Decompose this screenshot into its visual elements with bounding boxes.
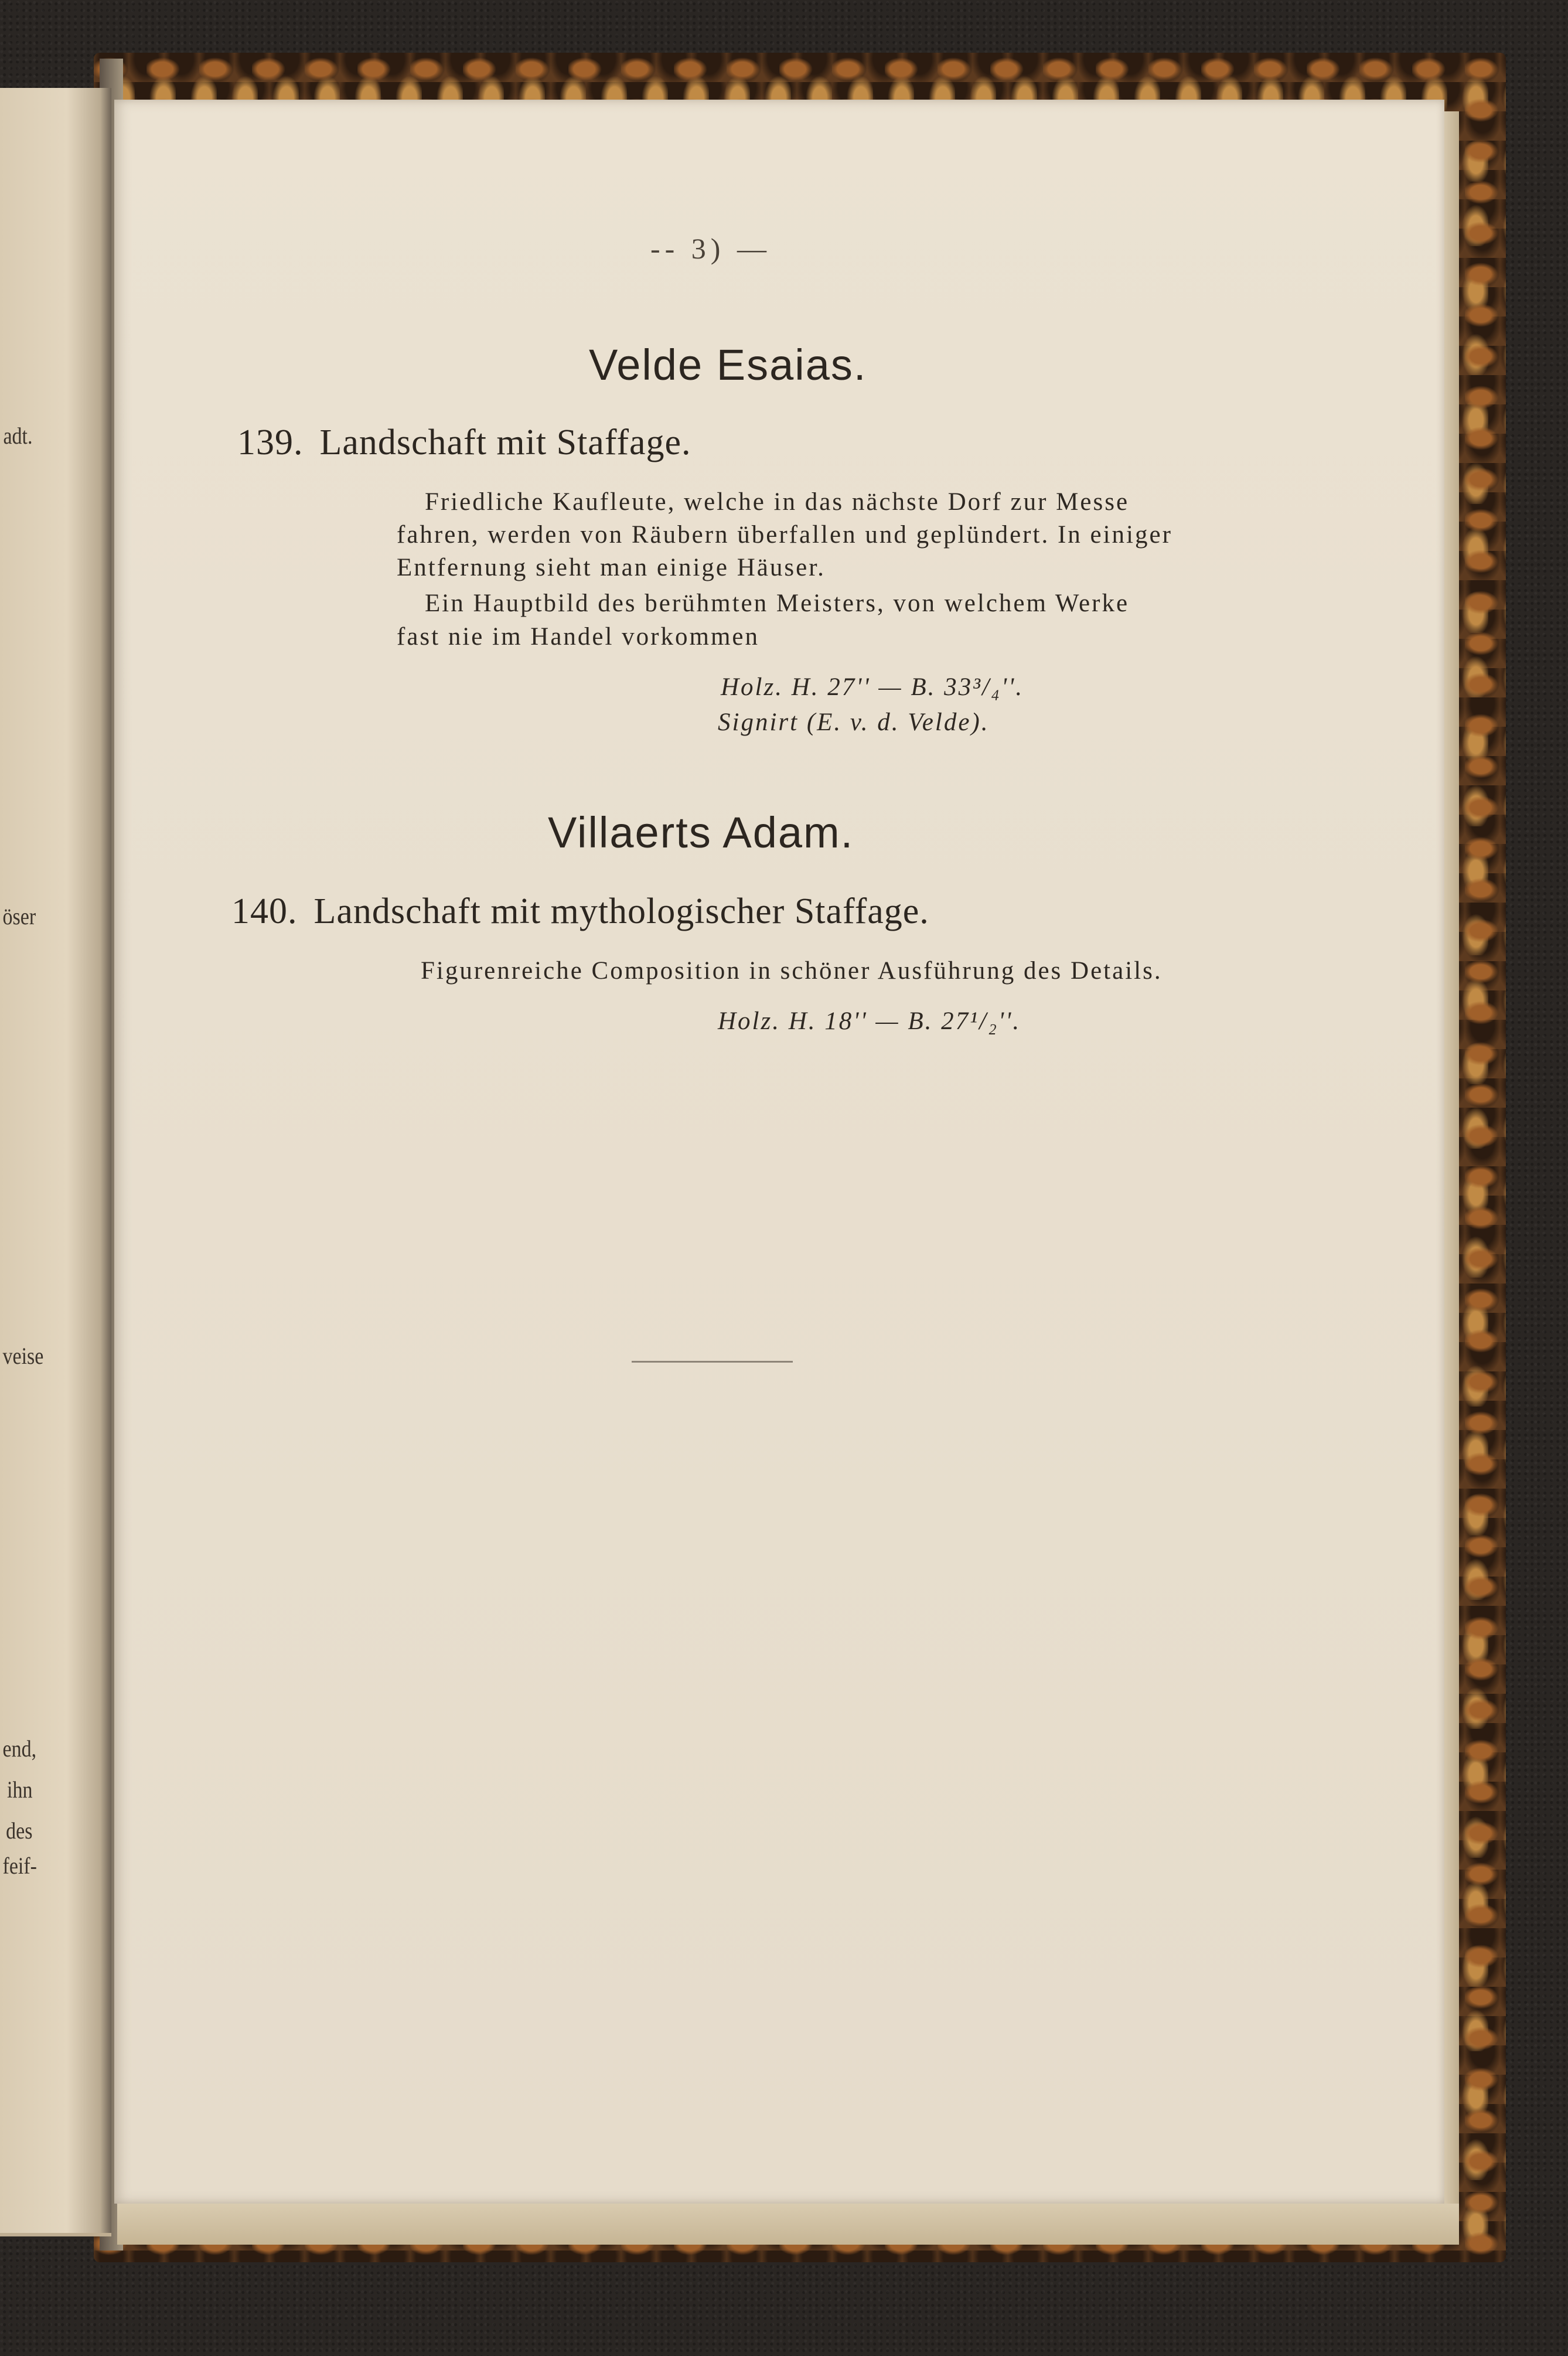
lot-title bbox=[231, 891, 929, 932]
page-edge-right bbox=[1444, 111, 1459, 2221]
description-line: Friedliche Kaufleute, welche in das nächste Dorf zur Messe bbox=[425, 488, 1130, 516]
page-edge-bottom bbox=[117, 2204, 1459, 2245]
lot-title-text: Landschaft mit Staffage. bbox=[319, 423, 691, 462]
artist-heading: Villaerts Adam. bbox=[548, 808, 854, 857]
left-page-fragment: feif- bbox=[2, 1853, 38, 1879]
signature: Signirt (E. v. d. Velde). bbox=[718, 709, 990, 736]
left-page bbox=[0, 88, 111, 2236]
lot-title bbox=[237, 422, 691, 464]
description-line: Entfernung sieht man einige Häuser. bbox=[397, 554, 826, 581]
description-line: Figurenreiche Composition in schöner Ausführung des Details. bbox=[421, 957, 1163, 985]
left-page-fragment: des bbox=[6, 1817, 33, 1844]
artist-heading: Velde Esaias. bbox=[589, 341, 867, 389]
description-line: fahren, werden von Räubern überfallen und geplündert. In einiger bbox=[397, 521, 1172, 549]
left-page-fragment: end, bbox=[2, 1735, 37, 1762]
left-page-fragment: veise bbox=[2, 1343, 44, 1369]
lot-title-text: Landschaft mit mythologischer Staffage. bbox=[313, 891, 929, 931]
lot-number: 140. bbox=[231, 891, 298, 931]
left-page-fragment: öser bbox=[2, 903, 36, 930]
page-number: -- 3) — bbox=[650, 232, 771, 265]
measurements: Holz. H. 18'' — B. 27¹/₂''. bbox=[718, 1007, 1021, 1035]
description-line: fast nie im Handel vorkommen bbox=[397, 623, 759, 651]
section-divider bbox=[632, 1361, 793, 1363]
description-line: Ein Hauptbild des berühmten Meisters, von welchem Werke bbox=[425, 590, 1130, 617]
lot-number: 139. bbox=[237, 423, 304, 462]
left-page-fragment: ihn bbox=[7, 1776, 33, 1803]
catalogue-page bbox=[114, 100, 1444, 2204]
left-page-fragment: adt. bbox=[3, 423, 33, 449]
measurements: Holz. H. 27'' — B. 33³/₄''. bbox=[721, 673, 1024, 701]
